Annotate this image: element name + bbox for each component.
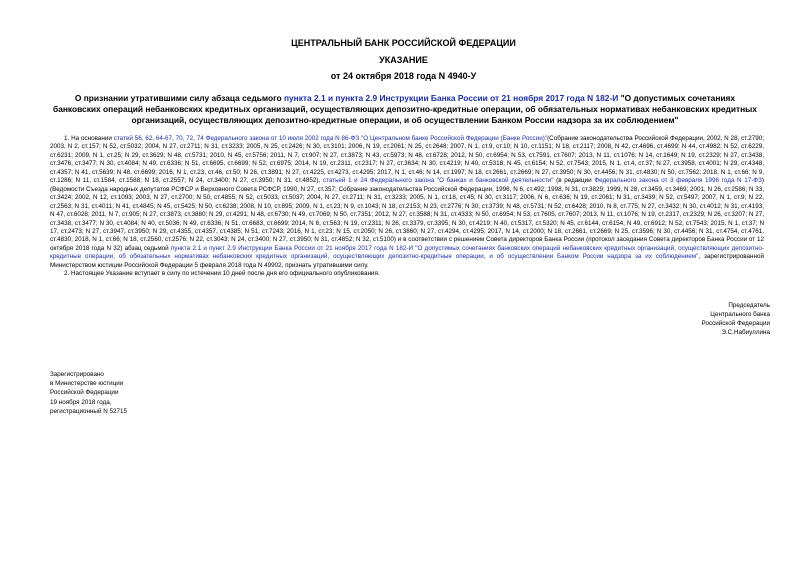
p1-conclusion: , зарегистрированной Министерством юстиции Российской Федерации 5 февраля 2018 года N 49902, признать утратившими силу. (50, 253, 764, 269)
signature-org: Центрального банка (710, 311, 770, 318)
paragraph-1 (50, 135, 764, 270)
issuer-heading: ЦЕНТРАЛЬНЫЙ БАНК РОССИЙСКОЙ ФЕДЕРАЦИИ (291, 38, 516, 48)
registration-date: 19 ноября 2018 года, (50, 398, 112, 406)
p1-intro: 1. На основании (64, 135, 114, 142)
p1-sources: (Собрание законодательства Российской Федерации, 2002, N 28, ст.2790; 2003, N 2, ст.157; N 52, ст.5032; 2004, N 27, ст.2711; N 31, ст.3233; 2005, N 25, ст.2426; N 30, ст.3101; 2006, N 19, ст.2061; N 25, ст.2648; 2007, N 1, ст.9, ст.10; N 10, ст.1151; N 18, ст.2117; 2008, N 42, ст.4696, ст.4699; N 44, ст.4982; N 52, ст.6229, ст.6231; 2009, N 1, ст.25; N 29, ст.3629; N 48, ст.5731; 2010, N 45, ст.5756; 2011, N 7, ст.907; N 27, ст.3873; N 43, ст.5973; N 48, ст.6728; 2012, N 50, ст.6954; N 53, ст.7591, ст.7607; 2013, N 11, ст.1076; N 14, ст.1649; N 19, ст.2329; N 27, ст.3438, ст.3476, ст.3477; N 30, ст.4084; N 49, ст.6336; N 51, ст.6695, ст.6699; N 52, ст.6975; 2014, N 19, ст.2311, ст.2317; N 27, ст.3634; N 30, ст.4219; N 40, ст.5318; N 45, ст.6154; N 52, ст.7543; 2015, N 1, ст.4, ст.37; N 27, ст.3958, ст.4001; N 29, ст.4348, ст.4357; N 41, ст.5639; N 48, ст.6699; 2016, N 1, ст.23, ст.46, ст.50; N 26, ст.3891; N 27, ст.4225, ст.4273, ст.4295; 2017, N 1, ст.46; N 14, ст.1997; N 18, ст.2661, ст.2669; N 27, ст.3950; N 30, ст.4456; N 31, ст.4830; N 50, ст.7562; 2018, N 1, ст.66; N 9, ст.1286; N 11, ст.1584, ст.1588; N 18, ст.2557; N 24, ст.3400; N 27, ст.3950; N 31, ст.4852), (50, 135, 764, 185)
title-text-start: О признании утратившими силу абзаца седьмого (74, 93, 284, 103)
registration-number: регистрационный N 52715 (50, 407, 128, 415)
registration-block (50, 370, 230, 416)
law-86fz-link[interactable]: статей 56, 62, 64-67, 70, 72, 74 Федерального закона от 10 июля 2002 года N 86-ФЗ "О Центральном банке Российской Федерации (Банке России)" (113, 135, 548, 142)
p1-sources-2: ) (Ведомости Съезда народных депутатов РСФСР и Верховного Совета РСФСР, 1990, N 27, ст.357; Собрание законодательства Российской Федерации, 1996, N 6, ст.492; 1998, N 31, ст.3829; 1999, N 28, ст.3459, ст.3469; 2001, N 26, ст.2586; N 33, ст.3424; 2002, N 12, ст.1093; 2003, N 27, ст.2700; N 50, ст.4855; N 52, ст.5033, ст.5037; 2004, N 27, ст.2711; N 31, ст.3233; 2005, N 1, ст.18, ст.45; N 30, ст.3117; 2006, N 6, ст.636; N 19, ст.2061; N 31, ст.3439; N 52, ст.5497; 2007, N 1, ст.9; N 22, ст.2563; N 31, ст.4011; N 41, ст.4845; N 45, ст.5425; N 50, ст.6238; 2008, N 10, ст.895; 2009, N 1, ст.23; N 9, ст.1043; N 18, ст.2153; N 23, ст.2776; N 30, ст.3739; N 48, ст.5731; N 52, ст.6428; 2010, N 8, ст.775; N 27, ст.3432; N 30, ст.4012; N 31, ст.4193; N 47, ст.6028; 2011, N 7, ст.905; N 27, ст.3873, ст.3880; N 29, ст.4291; N 48, ст.6730; N 49, ст.7069; N 50, ст.7351; 2012, N 27, ст.3588; N 31, ст.4333; N 50, ст.6954; N 53, ст.7605, ст.7607; 2013, N 11, ст.1076; N 19, ст.2317, ст.2329; N 26, ст.3207; N 27, ст.3438, ст.3477; N 30, ст.4084; N 40, ст.5036; N 49, ст.6336; N 51, ст.6683, ст.6699; 2014, N 6, ст.563; N 19, ст.2311; N 26, ст.3379, ст.3395; N 30, ст.4219; N 40, ст.5317, ст.5320; N 45, ст.6144, ст.6154; N 49, ст.6912; N 52, ст.7543; 2015, N 1, ст.37; N 17, ст.2473; N 27, ст.3947, ст.3950; N 29, ст.4355, ст.4357, ст.4385; N 51, ст.7243; 2016, N 1, ст.23; N 15, ст.2050; N 26, ст.3860; N 27, ст.4294, ст.4295; 2017, N 14, ст.2000; N 18, ст.2661, ст.2669; N 25, ст.3596; N 30, ст.4456; N 31, ст.4754, ст.4761, ст.4830; 2018, N 1, ст.66; N 18, ст.2560, ст.2576; N 22, ст.3043; N 24, ст.3400; N 27, ст.3950; N 31, ст.4852; N 32, ст.5100) и в соответствии с решением Совета директоров Банка России (протокол заседания Совета директоров Банка России от 12 октября 2018 года N 32) абзац седьмой (50, 177, 765, 252)
paragraph-2: 2. Настоящее Указание вступает в силу по истечении 10 дней после дня его официального опубликования. (64, 270, 380, 278)
p1-edition-text: (в редакции (553, 177, 595, 185)
signature-country: Российской Федерации (701, 320, 770, 327)
banking-law-link[interactable]: статьей 1 и 24 Федерального закона "О банках и банковской деятельности" (322, 177, 554, 185)
signature-name: Э.С.Набиуллина (721, 329, 770, 336)
document-date-number: от 24 октября 2018 года N 4940-У (330, 71, 477, 81)
title-instruction-link[interactable]: пункта 2.1 и пункта 2.9 Инструкции Банка России от 21 ноября 2017 года N 182-И (283, 93, 619, 103)
registration-line: Российской Федерации (50, 389, 119, 397)
document-title (50, 93, 760, 126)
document-body (50, 135, 764, 279)
registration-line: Зарегистрировано (50, 371, 104, 378)
instruction-182i-link[interactable]: пункта 2.1 и пункт 2.9 Инструкции Банка России от 21 ноября 2017 года N 182-И "О допустимых сочетаниях банковских операций небанковских кредитных организаций, осуществляющих депозитно-кредитные операции, об обязательных нормативах небанковских кредитных организаций, осуществляющих депозитно-кредитные операции, и об осуществлении Банком России надзора за их соблюдением" (50, 244, 765, 261)
law-17fz-link[interactable]: Федерального закона от 3 февраля 1996 года N 17-ФЗ (594, 177, 762, 185)
registration-line: в Министерстве юстиции (50, 380, 124, 388)
title-text-end: "О допустимых сочетаниях банковских операций небанковских кредитных организаций, осуществляющих депозитно-кредитные операции, об обязательных нормативах небанковских кредитных организаций, осуществляющих депозитно-кредитные операции, и об осуществлении Банком России надзора за их соблюдением" (53, 93, 757, 125)
document-type: УКАЗАНИЕ (379, 55, 428, 65)
signature-block (640, 301, 770, 337)
signature-title: Председатель (728, 302, 770, 309)
